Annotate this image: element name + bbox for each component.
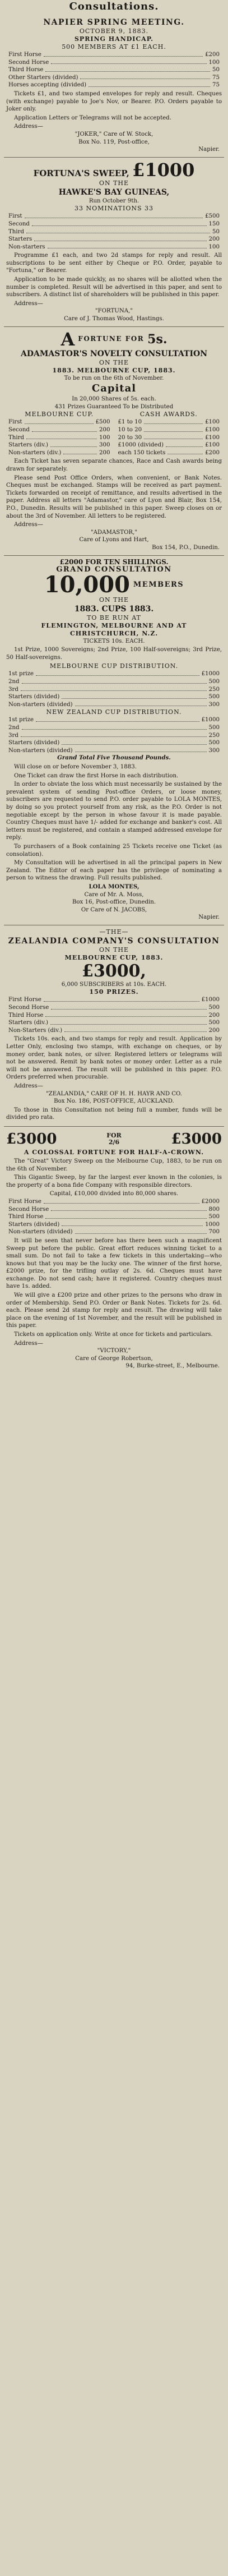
ad-lola-montes [4, 556, 224, 925]
prize-label: Second [8, 427, 30, 433]
prize-row [6, 418, 113, 426]
ad6-address-box: Care of George Robertson, [75, 1355, 153, 1362]
prize-label: Starters [8, 236, 32, 243]
ad3-cup-head: MELBOURNE CUP. [25, 411, 94, 418]
prize-label: Non-starters (div.) [8, 449, 62, 456]
ad2-headline [6, 160, 222, 179]
prize-value: 500 [208, 679, 220, 685]
ad2-body: Programme £1 each, and two 2d stamps for reply and result. All subscriptions to be sent either by Cheque or P.O. Order, payable to "Fortuna," or Bearer. [6, 252, 222, 274]
prize-row [6, 747, 222, 755]
prize-label: Non-Starters (div.) [8, 1027, 63, 1034]
prize-value: 500 [208, 694, 220, 701]
prize-row [116, 426, 222, 434]
prize-row [6, 678, 222, 686]
ad4-grand: GRAND [56, 565, 91, 574]
ad6-prize-list [6, 1198, 222, 1236]
ad3-address-city: Box 154, P.O., Dunedin. [152, 544, 220, 551]
ad1-members: 500 MEMBERS AT £1 EACH. [62, 43, 166, 50]
ad4-address-last: Napier. [198, 914, 220, 921]
ad4-run: TO BE RUN AT [87, 614, 141, 621]
prize-label: 2nd [8, 679, 20, 685]
ad3-cash-column [116, 411, 222, 457]
prize-label: Non-starters [8, 243, 45, 250]
ad1-body: Tickets £1, and two stamped envelopes for reply and result. Cheques (with exchange) payable to Joe's Nov, or Bearer. P.O. Orders payable to Joker only. [6, 90, 222, 113]
prize-row [116, 418, 222, 426]
prize-label: Second [8, 220, 30, 227]
newspaper-page [4, 0, 224, 1374]
prize-row [6, 441, 113, 449]
prize-label: Other Starters (divided) [8, 74, 78, 81]
prize-value: 250 [208, 732, 220, 739]
prize-label: Second Horse [8, 1206, 49, 1213]
prize-row [6, 59, 222, 67]
prize-value: 150 [208, 220, 220, 227]
ad4-address-city: Box 16, Post-office, Dunedin. [72, 899, 156, 906]
ad5-prize-list [6, 996, 222, 1034]
prize-row [6, 449, 113, 457]
ad5-body2: To those in this Consultation not being full a number, funds will be divided pro rata. [6, 1107, 222, 1121]
prize-label: Third Horse [8, 1214, 44, 1220]
ad5-address-box: Box No. 186, POST-OFFICE, AUCKLAND. [54, 1098, 174, 1105]
prize-label: 2nd [8, 725, 20, 731]
prize-row [6, 670, 222, 678]
prize-value: £1000 [201, 997, 220, 1003]
ad6-right-amount: £3000 [171, 1130, 222, 1148]
prize-label: 10 to 20 [118, 427, 142, 433]
ad4-on: ON THE [99, 596, 129, 603]
ad2-event: HAWKE'S BAY GUINEAS, [58, 187, 170, 197]
ad-adamastor [4, 327, 224, 556]
prize-value: 800 [208, 1206, 220, 1213]
prize-value: 700 [208, 1229, 220, 1236]
ad4-body5: My Consultation will be advertised in all the principal papers in New Zealand. The Editor of each paper has the privilege of nominating a person to witness the drawing. Full results published. [6, 860, 222, 882]
ad3-capital: Capital [91, 383, 137, 395]
prize-row [6, 74, 222, 82]
prize-value: 75 [212, 74, 220, 81]
ad3-event: 1883. MELBOURNE CUP, 1883. [52, 366, 176, 374]
ad2-address-name: "FORTUNA," [95, 308, 133, 315]
ad4-top: £2000 FOR TEN SHILLINGS. [59, 557, 169, 566]
ad4-body: Will close on or before November 3, 1883. [14, 764, 137, 770]
ad3-fortune-for: FORTUNE FOR [78, 334, 145, 343]
prize-value: 500 [208, 1020, 220, 1026]
ad5-address-label: Address— [14, 1083, 43, 1089]
prize-value: 500 [208, 1004, 220, 1011]
ad3-cash-head: CASH AWARDS. [139, 411, 198, 418]
ad6-left-amount: £3000 [6, 1130, 57, 1148]
prize-row [6, 693, 222, 701]
prize-label: Third Horse [8, 1012, 44, 1019]
prize-value: £100 [205, 427, 220, 433]
prize-row [6, 426, 113, 434]
prize-value: 300 [99, 442, 110, 449]
prize-value: £100 [205, 419, 220, 426]
ad6-address-name: "VICTORY," [97, 1348, 131, 1354]
prize-value: 500 [208, 740, 220, 746]
prize-value: 50 [212, 67, 220, 73]
ad3-address-name: "ADAMASTOR," [90, 529, 138, 536]
prize-row [6, 701, 222, 709]
ad1-address-label: Address— [14, 123, 43, 130]
ad1-date: OCTOBER 9, 1883. [79, 27, 149, 35]
ad4-prize1: 1st Prize, 1000 Sovereigns; 2nd Prize, 100 Half-sovereigns; 3rd Prize, 50 Half-sovereigns. [6, 647, 222, 661]
prize-row [6, 716, 222, 724]
ad4-event: 1883. CUPS 1883. [74, 604, 154, 614]
ad-fortunas-sweep [4, 158, 224, 327]
ad1-headline: NAPIER SPRING MEETING. [43, 18, 185, 27]
prize-label: 3rd [8, 686, 18, 693]
prize-label: Starters (div.) [8, 442, 48, 449]
prize-row [6, 66, 222, 74]
prize-label: 1st prize [8, 717, 34, 724]
ad4-consultation: CONSULTATION [94, 565, 172, 574]
prize-value: £1000 [201, 717, 220, 724]
prize-row [116, 441, 222, 449]
ad4-place: FLEMINGTON, MELBOURNE AND AT CHRISTCHURCH, N.Z. [41, 621, 187, 637]
prize-label: 3rd [8, 732, 18, 739]
prize-value: 300 [208, 747, 220, 754]
ad5-prizes-n: 150 PRIZES. [89, 988, 139, 996]
ad2-prize-list [6, 213, 222, 251]
prize-label: Non-starters (divided) [8, 1229, 73, 1236]
ad5-the: —THE— [99, 928, 129, 936]
prize-row [6, 996, 222, 1004]
ad4-total: Grand Total Five Thousand Pounds. [57, 754, 171, 762]
prize-row [6, 1012, 222, 1020]
prize-label: Non-starters (divided) [8, 747, 73, 754]
prize-row [116, 449, 222, 457]
prize-value: 100 [208, 59, 220, 66]
ad5-event: MELBOURNE CUP, 1883. [64, 953, 164, 961]
prize-row [6, 732, 222, 740]
prize-row [6, 220, 222, 228]
prize-value: 100 [208, 243, 220, 250]
ad5-body: Tickets 10s. each, and two stamps for reply and result. Application by Letter Only, enclosing two stamps, with exchange on cheques, or by money order, bank notes, or silver. Registered letters or telegrams will not be answered. Remit by bank notes or money order. Letter as a rule will not be answered. The result will be published in this paper. P.O. Orders preferred when procurable. [6, 1036, 222, 1081]
ad6-body2: This Gigantic Sweep, by far the largest ever known in the colonies, is the property of a bona fide Company with responsible directors. [6, 1174, 222, 1188]
prize-value: £500 [205, 213, 220, 220]
ad3-body2: Please send Post Office Orders, when convenient, or Bank Notes. Cheques must be exchanged. Stamps will be received as part payment. Tickets forwarded on receipt of remittance, and results advertised in the paper. Address all letters "Adamastor," care of Lyon and Blair, Box 154, P.O., Dunedin. Results will be published in this paper. Sweep closes on or about the 3rd of November. All letters to be registered. [6, 474, 222, 519]
prize-value: 200 [99, 449, 110, 456]
prize-row [6, 724, 222, 732]
ad3-address-box: Care of Lyons and Hart, [79, 537, 149, 543]
prize-value: £200 [205, 449, 220, 456]
prize-value: £1000 [201, 671, 220, 678]
ad3-on: ON THE [99, 358, 129, 366]
prize-label: 1st prize [8, 671, 34, 678]
prize-label: Starters (divided) [8, 1221, 60, 1228]
prize-label: Non-starters (divided) [8, 701, 73, 708]
prize-value: £2000 [201, 1198, 220, 1205]
ad6-headline: A COLOSSAL FORTUNE FOR HALF-A-CROWN. [24, 1148, 204, 1156]
ad5-address-name: "ZEALANDIA," CARE OF H. H. HAYR AND CO. [45, 1090, 183, 1097]
ad3-prize-columns [6, 411, 222, 457]
prize-value: 100 [99, 434, 110, 441]
ad6-address-city: 94, Burke-street, E., Melbourne. [125, 1363, 220, 1370]
ad3-letter-a: A [61, 328, 75, 350]
ad4-nzcup-list [6, 716, 222, 754]
prize-row [6, 81, 222, 89]
ad6-mid [106, 1132, 122, 1146]
prize-row [6, 1027, 222, 1035]
ad6-body3: It will be seen that never before has there been such a magnificent Sweep put before the public. Great effort reduces winning ticket to a small sum. Do not fail to take a few tickets in this undertaking—who knows but that you may be the lucky one. The winner of the first horse, £2000 prize, for the trifling outlay of 2s. 6d. Cheques must have exchange. Do not send cash; have it registered. Country cheques must have 1s. added. [6, 1237, 222, 1290]
prize-value: 200 [99, 427, 110, 433]
prize-row [6, 434, 113, 442]
prize-value: £100 [205, 442, 220, 449]
prize-row [6, 1206, 222, 1214]
prize-value: 75 [212, 82, 220, 89]
ad3-cup-column [6, 411, 113, 457]
ad4-members: MEMBERS [133, 580, 184, 589]
ad4-address-box: Care of Mr. A. Moss, [84, 891, 144, 898]
ad4-address-name: LOLA MONTES, [89, 883, 139, 890]
ad3-shares: In 20,000 Shares of 5s. each. [72, 396, 156, 403]
prize-value: 1000 [205, 1221, 220, 1228]
prize-label: First [8, 213, 22, 220]
prize-row [6, 243, 222, 251]
ad4-mcup-head: MELBOURNE CUP DISTRIBUTION. [49, 662, 179, 670]
ad4-body4: To purchasers of a Book containing 25 Tickets receive one Ticket (as consolation). [6, 843, 222, 858]
ad4-body2: One Ticket can draw the first Horse in each distribution. [14, 772, 179, 779]
prize-value: 500 [208, 1214, 220, 1220]
prize-value: £500 [95, 419, 110, 426]
prize-value: 200 [208, 1012, 220, 1019]
ad4-tickets: TICKETS 10s. EACH. [83, 638, 145, 644]
ad1-body2: Application Letters or Telegrams will not be accepted. [14, 114, 171, 121]
ad2-run: Run October 9th. [89, 197, 139, 204]
prize-row [6, 739, 222, 747]
ad4-body3: In order to obviate the loss which must necessarily be sustained by the prevalent system of sending Post-office Orders, or loose money, subscribers are requested to send P.O. order payable to LOLA MONTES, by doing so you protect yourself from any risk, as the P.O. Order is not negotiable except by the person in whose favour it is made payable. Country Cheques must have 1/- added for exchange and banker's cost. All letters must be registered, and contain a stamped addressed envelope for reply. [6, 781, 222, 841]
prize-row [6, 1198, 222, 1206]
prize-value: 200 [208, 236, 220, 243]
ad5-sub: 6,000 SUBSCRIBERS at 10s. EACH. [61, 981, 167, 988]
prize-row [6, 1004, 222, 1012]
prize-label: Second Horse [8, 59, 49, 66]
prize-row [116, 434, 222, 442]
ad1-event: SPRING HANDICAP. [74, 35, 154, 43]
ad1-address-box: Box No. 119, Post-office, [78, 139, 150, 145]
ad4-big-number: 10,000 [44, 571, 130, 598]
ad2-address-box: Care of J. Thomas Wood, Hastings. [64, 316, 164, 322]
prize-value: 250 [208, 686, 220, 693]
ad5-on: ON THE [99, 946, 129, 953]
prize-label: each 150 tickets [118, 449, 166, 456]
ad4-nzcup-head: NEW ZEALAND CUP DISTRIBUTION. [46, 708, 182, 716]
prize-label: £1000 (divided) [118, 442, 164, 449]
ad3-address-label: Address— [14, 522, 43, 528]
ad3-price: 5s. [147, 331, 167, 347]
prize-label: Starters (divided) [8, 694, 60, 701]
prize-value: 200 [208, 1027, 220, 1034]
ad3-body: Each Ticket has seven separate chances, Race and Cash awards being drawn for separately. [6, 458, 222, 472]
prize-row [6, 1228, 222, 1236]
ad3-fortune-line [6, 330, 222, 349]
prize-value: 500 [208, 725, 220, 731]
ad1-prize-list [6, 51, 222, 89]
prize-label: First [8, 419, 22, 426]
prize-value: £100 [205, 434, 220, 441]
prize-label: First Horse [8, 1198, 41, 1205]
ad3-run: To be run on the 6th of November. [64, 375, 164, 381]
prize-value: £200 [205, 52, 220, 58]
prize-label: £1 to 10 [118, 419, 142, 426]
ad4-address-or: Or Care of N. JACOBS, [81, 906, 147, 913]
prize-row [6, 1221, 222, 1229]
prize-row [6, 1019, 222, 1027]
ad6-body5: Tickets on application only. Write at once for tickets and particulars. [14, 1331, 213, 1338]
ad3-prizes-summary: 431 Prizes Guaranteed To be Distributed [54, 403, 174, 410]
ad2-on: ON THE [99, 179, 129, 187]
prize-value: 300 [208, 701, 220, 708]
ad1-address-city: Napier. [198, 146, 220, 153]
ad2-body2: Application to be made quickly, as no shares will be allotted when the number is completed. Result will be advertised in this paper, and sent to subscribers. A distinct list of shareholders will be published in this paper. [6, 277, 222, 298]
ad2-headline-text: FORTUNA'S SWEEP, [33, 168, 133, 178]
prize-label: Starters (div.) [8, 1020, 48, 1026]
prize-row [6, 686, 222, 694]
ad3-headline: ADAMASTOR'S NOVELTY CONSULTATION [21, 349, 207, 358]
ad-victory-sweep [4, 1127, 224, 1374]
prize-label: Third [8, 434, 25, 441]
ad4-big-line [6, 571, 222, 598]
ad6-title-line [6, 1130, 222, 1149]
prize-label: First Horse [8, 997, 41, 1003]
ad6-address-label: Address— [14, 1340, 43, 1347]
ad6-capital: Capital, £10,000 divided into 80,000 shares. [49, 1191, 179, 1197]
prize-label: Third [8, 228, 25, 235]
prize-label: Horses accepting (divided) [8, 82, 87, 89]
ad4-mcup-list [6, 670, 222, 708]
prize-label: First Horse [8, 52, 41, 58]
prize-row [6, 51, 222, 59]
prize-label: Third Horse [8, 67, 44, 73]
ad-napier-spring-meeting [4, 15, 224, 158]
ad6-body4: We will give a £200 prize and other prizes to the persons who draw in order of Membership. Send P.O. Order or Bank Notes. Tickets for 2s. 6d. each. Please send 2d stamp for reply and result. The drawing will take place on the evening of 1st November, and the result will be published in this paper. [6, 1292, 222, 1329]
ad6-mid-price: 2/6 [108, 1138, 120, 1146]
prize-row [6, 213, 222, 220]
ad2-nominations: 33 NOMINATIONS 33 [74, 205, 154, 213]
prize-label: Second Horse [8, 1004, 49, 1011]
prize-row [6, 228, 222, 236]
ad5-headline: ZEALANDIA COMPANY'S CONSULTATION [8, 936, 220, 946]
prize-label: Starters (divided) [8, 740, 60, 746]
ad1-address-name: "JOKER," Care of W. Stock, [75, 131, 153, 137]
section-title: Consultations. [69, 1, 159, 12]
ad5-big: £3000, [82, 961, 146, 981]
ad6-body: The "Great" Victory Sweep on the Melbourne Cup, 1883, to be run on the 6th of November. [6, 1158, 222, 1172]
ad-zealandia [4, 925, 224, 1127]
ad6-mid-for: FOR [106, 1131, 122, 1139]
ad2-headline-amount: £1000 [132, 159, 195, 181]
prize-row [6, 1213, 222, 1221]
prize-row [6, 236, 222, 243]
ad2-address-label: Address— [14, 300, 43, 307]
prize-value: 50 [212, 228, 220, 235]
prize-label: 20 to 30 [118, 434, 142, 441]
